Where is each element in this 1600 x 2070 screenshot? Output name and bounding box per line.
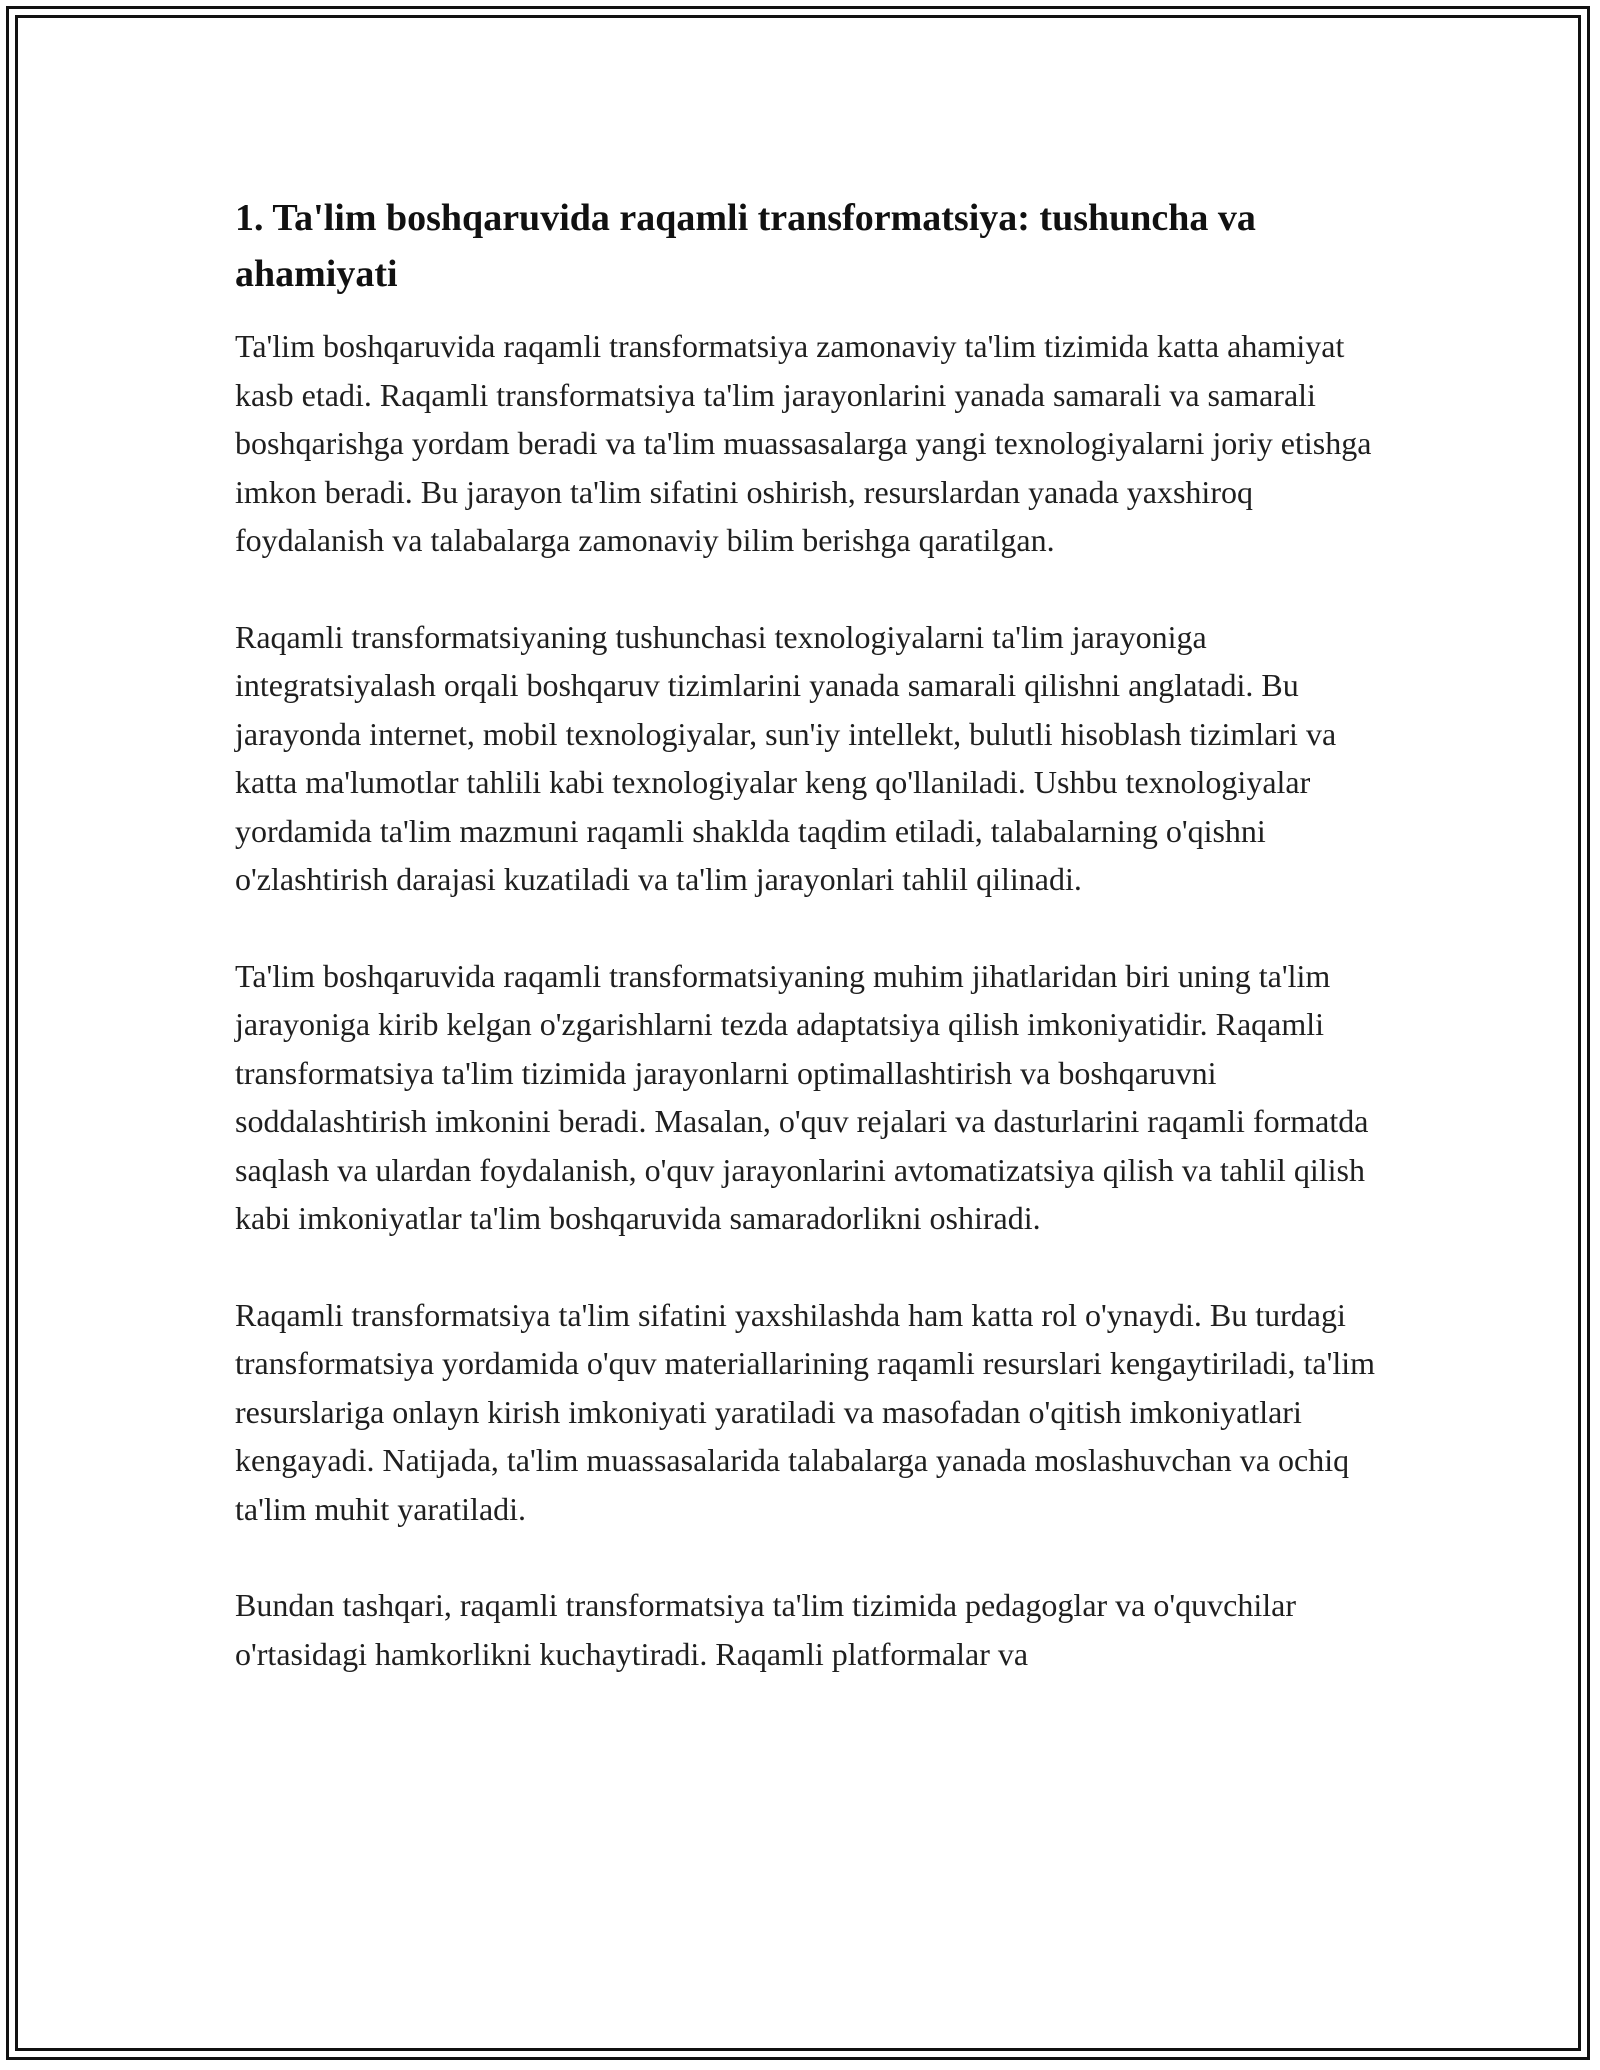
paragraph-5: Bundan tashqari, raqamli transformatsiya ta'lim tizimida pedagoglar va o'quvchilar o'rtasidagi hamkorlikni kuchaytiradi. Raqamli platformalar va bbox=[235, 1587, 1296, 1672]
section-heading: 1. Ta'lim boshqaruvida raqamli transformatsiya: tushuncha va ahamiyati bbox=[235, 197, 1256, 295]
paragraph-1: Ta'lim boshqaruvida raqamli transformatsiya zamonaviy ta'lim tizimida katta ahamiyat kasb etadi. Raqamli transformatsiya ta'lim jarayonlarini yanada samarali va samarali boshqarishga yordam beradi va ta'lim muassasalarga yangi texnologiyalarni joriy etishga imkon beradi. Bu jarayon ta'lim sifatini oshirish, resurslardan yanada yaxshiroq foydalanish va talabalarga zamonaviy bilim berishga qaratilgan. bbox=[235, 328, 1372, 558]
paragraph-3: Ta'lim boshqaruvida raqamli transformatsiyaning muhim jihatlaridan biri uning ta'lim jarayoniga kirib kelgan o'zgarishlarni tezda adaptatsiya qilish imkoniyatidir. Raqamli transformatsiya ta'lim tizimida jarayonlarni optimallashtirish va boshqaruvni soddalashtirish imkonini beradi. Masalan, o'quv rejalari va dasturlarini raqamli formatda saqlash va ulardan foydalanish, o'quv jarayonlarini avtomatizatsiya qilish va tahlil qilish kabi imkoniyatlar ta'lim boshqaruvida samaradorlikni oshiradi. bbox=[235, 957, 1369, 1236]
document-body bbox=[235, 190, 1385, 1726]
paragraph-2: Raqamli transformatsiyaning tushunchasi texnologiyalarni ta'lim jarayoniga integratsiyalash orqali boshqaruv tizimlarini yanada samarali qilishni anglatadi. Bu jarayonda internet, mobil texnologiyalar, sun'iy intellekt, bulutli hisoblash tizimlari va katta ma'lumotlar tahlili kabi texnologiyalar keng qo'llaniladi. Ushbu texnologiyalar yordamida ta'lim mazmuni raqamli shaklda taqdim etiladi, talabalarning o'qishni o'zlashtirish darajasi kuzatiladi va ta'lim jarayonlari tahlil qilinadi. bbox=[235, 618, 1337, 897]
paragraph-4: Raqamli transformatsiya ta'lim sifatini yaxshilashda ham katta rol o'ynaydi. Bu turdagi transformatsiya yordamida o'quv materiallarining raqamli resurslari kengaytiriladi, ta'lim resurslariga onlayn kirish imkoniyati yaratiladi va masofadan o'qitish imkoniyatlari kengayadi. Natijada, ta'lim muassasalarida talabalarga yanada moslashuvchan va ochiq ta'lim muhit yaratiladi. bbox=[235, 1296, 1376, 1527]
